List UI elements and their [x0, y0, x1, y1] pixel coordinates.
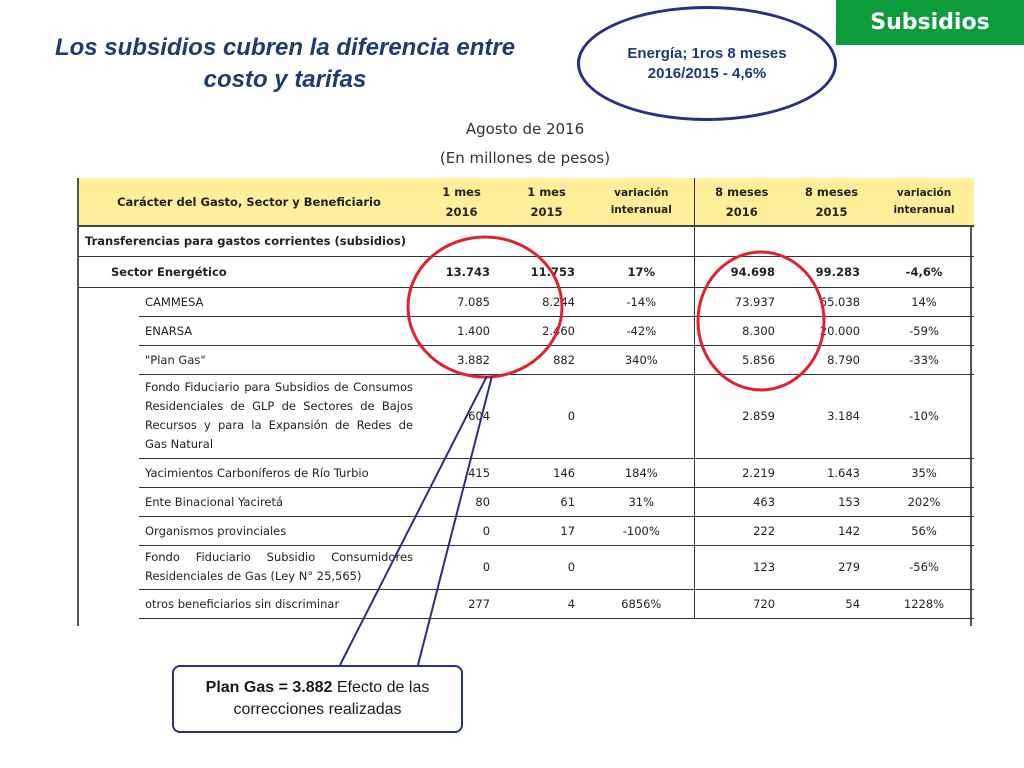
row-value: 17 — [504, 516, 589, 545]
plan-gas-callout-bold: Plan Gas = 3.882 — [205, 679, 333, 696]
table-caption-date: Agosto de 2016 — [465, 120, 585, 138]
row-value: 3.184 — [789, 374, 874, 458]
row-value: 31% — [589, 487, 694, 516]
row-value: 882 — [504, 345, 589, 374]
plan-gas-callout-text: Efecto de las correcciones realizadas — [233, 679, 430, 718]
row-value: 1228% — [874, 589, 974, 618]
plan-gas-callout — [172, 665, 463, 733]
row-value: -10% — [874, 374, 974, 458]
row-value: 7.085 — [419, 287, 504, 316]
row-value: 184% — [589, 458, 694, 487]
row-label: CAMMESA — [139, 287, 419, 316]
row-value: 222 — [694, 516, 789, 545]
row-value: -14% — [589, 287, 694, 316]
row-value: 0 — [419, 516, 504, 545]
row-value: 720 — [694, 589, 789, 618]
callout-pointer-line — [418, 376, 492, 665]
row-value: 415 — [419, 458, 504, 487]
header-var-1m: variación interanual — [589, 178, 694, 226]
slide-title: Los subsidios cubren la diferencia entre costo y tarifas — [54, 34, 516, 93]
row-label: "Plan Gas" — [139, 345, 419, 374]
row-value: 5.856 — [694, 345, 789, 374]
row-value: 604 — [419, 374, 504, 458]
row-value: 2.219 — [694, 458, 789, 487]
row-value: 279 — [789, 545, 874, 589]
row-value: 142 — [789, 516, 874, 545]
row-value: -42% — [589, 316, 694, 345]
row-value: 146 — [504, 458, 589, 487]
energy-callout-text: Energía; 1ros 8 meses 2016/2015 - 4,6% — [627, 44, 787, 82]
row-value: 73.937 — [694, 287, 789, 316]
header-1m-2016: 1 mes 2016 — [419, 178, 504, 226]
header-8m-2016: 8 meses 2016 — [694, 178, 789, 226]
header-character: Carácter del Gasto, Sector y Beneficiario — [79, 178, 419, 226]
header-8m-2015: 8 meses 2015 — [789, 178, 874, 226]
highlight-circle-8m — [698, 252, 824, 390]
sector-value: 11.753 — [504, 256, 589, 287]
row-value: 6856% — [589, 589, 694, 618]
row-label: Organismos provinciales — [139, 516, 419, 545]
row-value: 0 — [419, 545, 504, 589]
row-value: 123 — [694, 545, 789, 589]
row-value: -33% — [874, 345, 974, 374]
sector-value: -4,6% — [874, 256, 974, 287]
row-value: 61 — [504, 487, 589, 516]
row-value: 8.244 — [504, 287, 589, 316]
section-badge: Subsidios — [836, 0, 1024, 45]
row-value: 340% — [589, 345, 694, 374]
row-value: -100% — [589, 516, 694, 545]
header-1m-2015: 1 mes 2015 — [504, 178, 589, 226]
row-value: 2.859 — [694, 374, 789, 458]
table-caption-units: (En millones de pesos) — [439, 149, 611, 167]
sector-value: 17% — [589, 256, 694, 287]
row-value: 35% — [874, 458, 974, 487]
row-label: Ente Binacional Yaciretá — [139, 487, 419, 516]
row-value: -59% — [874, 316, 974, 345]
row-value: 80 — [419, 487, 504, 516]
highlight-circle-1m — [408, 237, 562, 377]
row-value: 2.460 — [504, 316, 589, 345]
row-value: 0 — [504, 374, 589, 458]
sector-value: 13.743 — [419, 256, 504, 287]
row-label: ENARSA — [139, 316, 419, 345]
row-label: Fondo Fiduciario Subsidio Consumidores Residenciales de Gas (Ley N° 25,565) — [139, 545, 419, 589]
row-value: 8.300 — [694, 316, 789, 345]
row-value: -56% — [874, 545, 974, 589]
row-label: Fondo Fiduciario para Subsidios de Consumos Residenciales de GLP de Sectores de Bajos Recursos y para la Expansión de Redes de Gas Natural — [139, 374, 419, 458]
section-label: Transferencias para gastos corrientes (subsidios) — [79, 226, 694, 256]
row-value: 0 — [504, 545, 589, 589]
sector-label: Sector Energético — [79, 256, 419, 287]
row-value: 65.038 — [789, 287, 874, 316]
row-label: otros beneficiarios sin discriminar — [139, 589, 419, 618]
row-value: 463 — [694, 487, 789, 516]
row-value: 14% — [874, 287, 974, 316]
row-value: 54 — [789, 589, 874, 618]
row-value: 277 — [419, 589, 504, 618]
row-value: 1.400 — [419, 316, 504, 345]
row-value: 153 — [789, 487, 874, 516]
row-label: Yacimientos Carboníferos de Río Turbio — [139, 458, 419, 487]
row-value: 8.790 — [789, 345, 874, 374]
sector-value: 94.698 — [694, 256, 789, 287]
row-value: 3.882 — [419, 345, 504, 374]
sector-value: 99.283 — [789, 256, 874, 287]
callout-pointer-line — [340, 376, 487, 665]
row-value: 20.000 — [789, 316, 874, 345]
row-value: 202% — [874, 487, 974, 516]
row-value: 1.643 — [789, 458, 874, 487]
header-var-8m: variación interanual — [874, 178, 974, 226]
row-value: 56% — [874, 516, 974, 545]
row-value: 4 — [504, 589, 589, 618]
